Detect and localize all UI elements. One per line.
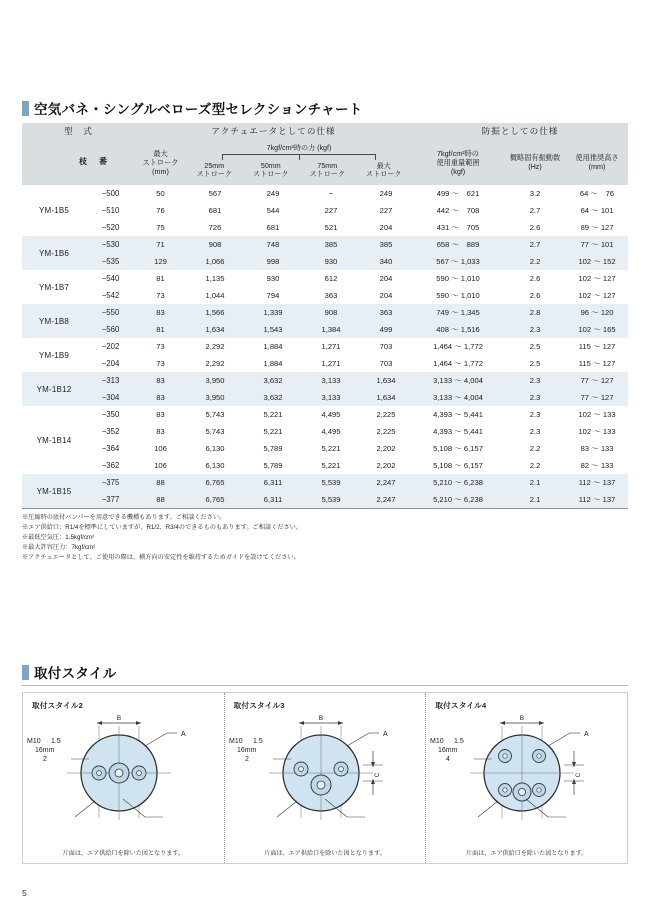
- header-weight-range-l2: 使用重量範囲: [436, 157, 480, 167]
- header-height: [566, 139, 628, 185]
- cell-frequency: 2.3: [504, 321, 566, 338]
- cell-force-25: 6,765: [186, 474, 244, 491]
- header-model-group: 型 式: [22, 123, 135, 139]
- cell-force-max: 249: [360, 185, 412, 202]
- cell-force-75: 385: [302, 236, 360, 253]
- mounting-style-caption: 片面は、エア供給口を除いた図となります。: [264, 850, 386, 857]
- cell-force-max: 1,634: [360, 389, 412, 406]
- mount-section-title: 取付スタイル: [34, 666, 117, 681]
- cell-height: 77 ～ 127: [566, 389, 628, 406]
- svg-text:1.5: 1.5: [51, 738, 61, 745]
- cell-force-75: 5,539: [302, 474, 360, 491]
- cell-model: YM-1B7: [22, 270, 86, 304]
- cell-force-50: 1,543: [244, 321, 302, 338]
- cell-max-stroke: 106: [135, 457, 186, 474]
- cell-height: 112 ～ 137: [566, 474, 628, 491]
- header-frequency-l2: (Hz): [528, 162, 542, 171]
- cell-force-max: 227: [360, 202, 412, 219]
- cell-branch: −530: [86, 236, 135, 253]
- cell-branch: −352: [86, 423, 135, 440]
- cell-frequency: 2.5: [504, 355, 566, 372]
- table-row: [22, 253, 628, 270]
- header-max-stroke-l1: 最大: [153, 148, 168, 158]
- cell-branch: −550: [86, 304, 135, 321]
- cell-force-75: 5,221: [302, 440, 360, 457]
- cell-force-25: 6,130: [186, 457, 244, 474]
- cell-force-50: 3,632: [244, 389, 302, 406]
- header-weight-range: [412, 139, 504, 185]
- cell-weight-range: 5,108 ～ 6,157: [412, 457, 504, 474]
- cell-branch: −560: [86, 321, 135, 338]
- cell-force-50: 6,311: [244, 491, 302, 508]
- cell-max-stroke: 83: [135, 372, 186, 389]
- cell-force-25: 1,566: [186, 304, 244, 321]
- cell-force-max: 2,202: [360, 457, 412, 474]
- cell-force-75: 521: [302, 219, 360, 236]
- cell-force-75: 908: [302, 304, 360, 321]
- table-row: [22, 287, 628, 304]
- mounting-style-row: [22, 692, 628, 864]
- cell-frequency: 2.2: [504, 253, 566, 270]
- cell-force-75: 5,539: [302, 491, 360, 508]
- mounting-diagram: [23, 707, 223, 847]
- cell-branch: −350: [86, 406, 135, 423]
- svg-text:A: A: [181, 731, 186, 738]
- header-height-l1: 使用推奨高さ: [575, 153, 619, 162]
- cell-force-50: 5,221: [244, 406, 302, 423]
- cell-force-25: 5,743: [186, 406, 244, 423]
- cell-weight-range: 3,133 ～ 4,004: [412, 372, 504, 389]
- cell-model: YM-1B8: [22, 304, 86, 338]
- header-frequency: [504, 139, 566, 185]
- cell-branch: −510: [86, 202, 135, 219]
- cell-max-stroke: 73: [135, 355, 186, 372]
- mount-section-heading: [22, 662, 628, 682]
- cell-branch: −304: [86, 389, 135, 406]
- footnote-item: ※エア供給口：R1/4を標準にしていますが、R1/2、R3/4のできるものもあります。ご相談ください。: [22, 524, 303, 532]
- cell-max-stroke: 83: [135, 389, 186, 406]
- header-force-max: [356, 162, 413, 179]
- cell-force-25: 6,765: [186, 491, 244, 508]
- cell-force-75: 363: [302, 287, 360, 304]
- cell-force-max: 204: [360, 219, 412, 236]
- cell-branch: −500: [86, 185, 135, 202]
- header-force-75-l1: 75mm: [317, 161, 338, 170]
- cell-weight-range: 590 ～ 1,010: [412, 270, 504, 287]
- cell-force-50: 794: [244, 287, 302, 304]
- cell-max-stroke: 50: [135, 185, 186, 202]
- footnote-item: ※最大許容圧力：7kgf/cm²: [22, 544, 96, 552]
- header-force-title: 7kgf/cm²時の力 (kgf): [266, 144, 332, 152]
- cell-height: 89 ～ 127: [566, 219, 628, 236]
- svg-text:B: B: [520, 715, 525, 722]
- mounting-style-caption: 片面は、エア供給口を除いた図となります。: [62, 850, 185, 857]
- footnote-item: ※アクチュエータとして、ご使用の際は、横方向の安定性を維持するためガイドを設けてください。: [22, 554, 300, 562]
- accent-bar-icon: [22, 665, 29, 680]
- cell-branch: −540: [86, 270, 135, 287]
- cell-force-25: 567: [186, 185, 244, 202]
- mounting-diagram: [225, 707, 425, 847]
- header-force-group: [186, 139, 412, 185]
- cell-weight-range: 5,108 ～ 6,157: [412, 440, 504, 457]
- cell-force-max: 2,225: [360, 423, 412, 440]
- cell-weight-range: 499 ～ 621: [412, 185, 504, 202]
- cell-weight-range: 749 ～ 1,345: [412, 304, 504, 321]
- svg-text:C: C: [575, 772, 583, 778]
- footnote-item: ※最低空気圧：1.5kgf/cm²: [22, 534, 95, 542]
- cell-frequency: 2.3: [504, 372, 566, 389]
- header-force-75-l2: ストローク: [309, 170, 345, 179]
- cell-weight-range: 4,393 ～ 5,441: [412, 406, 504, 423]
- cell-max-stroke: 81: [135, 321, 186, 338]
- cell-force-75: 227: [302, 202, 360, 219]
- cell-height: 64 ～ 76: [566, 185, 628, 202]
- cell-force-max: 204: [360, 287, 412, 304]
- svg-text:M10: M10: [27, 738, 41, 745]
- table-row: [22, 219, 628, 236]
- svg-text:B: B: [318, 715, 323, 722]
- cell-weight-range: 590 ～ 1,010: [412, 287, 504, 304]
- table-body: [22, 185, 628, 508]
- table-row: [22, 474, 628, 491]
- table-sub-header-row: [22, 139, 628, 185]
- cell-model: YM-1B12: [22, 372, 86, 406]
- cell-force-max: 1,634: [360, 372, 412, 389]
- cell-height: 102 ～ 165: [566, 321, 628, 338]
- cell-model: YM-1B14: [22, 406, 86, 474]
- cell-force-max: 499: [360, 321, 412, 338]
- cell-force-max: 204: [360, 270, 412, 287]
- cell-weight-range: 1,464 ～ 1,772: [412, 338, 504, 355]
- cell-force-25: 3,950: [186, 372, 244, 389]
- footnote-list: [22, 513, 628, 563]
- cell-branch: −313: [86, 372, 135, 389]
- svg-text:16mm: 16mm: [438, 747, 458, 754]
- cell-force-75: 4,495: [302, 423, 360, 440]
- cell-force-50: 1,884: [244, 355, 302, 372]
- svg-text:M10: M10: [228, 738, 243, 745]
- cell-max-stroke: 88: [135, 474, 186, 491]
- cell-frequency: 2.6: [504, 287, 566, 304]
- cell-model: YM-1B5: [22, 185, 86, 236]
- table-row: [22, 321, 628, 338]
- cell-force-max: 703: [360, 338, 412, 355]
- cell-weight-range: 408 ～ 1,516: [412, 321, 504, 338]
- svg-text:1.5: 1.5: [252, 738, 263, 745]
- cell-height: 102 ～ 133: [566, 423, 628, 440]
- cell-force-25: 1,044: [186, 287, 244, 304]
- cell-force-50: 249: [244, 185, 302, 202]
- svg-text:A: A: [382, 731, 388, 738]
- cell-model: YM-1B9: [22, 338, 86, 372]
- cell-height: 96 ～ 120: [566, 304, 628, 321]
- svg-text:16mm: 16mm: [236, 747, 257, 754]
- cell-force-50: 5,789: [244, 457, 302, 474]
- header-branch: 枝 番: [22, 139, 135, 185]
- cell-force-75: 1,271: [302, 355, 360, 372]
- svg-text:4: 4: [446, 756, 451, 763]
- cell-weight-range: 431 ～ 705: [412, 219, 504, 236]
- table-row: [22, 440, 628, 457]
- cell-frequency: 2.1: [504, 474, 566, 491]
- cell-model: YM-1B15: [22, 474, 86, 508]
- cell-max-stroke: 81: [135, 270, 186, 287]
- table-row: [22, 202, 628, 219]
- mounting-style-cell: [426, 693, 627, 863]
- page-number: 5: [22, 888, 27, 898]
- cell-force-25: 908: [186, 236, 244, 253]
- mounting-style-cell: [23, 693, 225, 863]
- table-group-header-row: [22, 123, 628, 139]
- cell-force-75: 930: [302, 253, 360, 270]
- cell-force-25: 726: [186, 219, 244, 236]
- cell-weight-range: 567 ～ 1,033: [412, 253, 504, 270]
- cell-force-50: 681: [244, 219, 302, 236]
- cell-weight-range: 658 ～ 889: [412, 236, 504, 253]
- cell-force-50: 6,311: [244, 474, 302, 491]
- cell-force-max: 363: [360, 304, 412, 321]
- chart-section-heading: [22, 98, 628, 118]
- cell-branch: −520: [86, 219, 135, 236]
- cell-height: 115 ～ 127: [566, 338, 628, 355]
- cell-frequency: 2.2: [504, 457, 566, 474]
- cell-height: 77 ～ 101: [566, 236, 628, 253]
- spec-table: [22, 123, 628, 508]
- table-row: [22, 338, 628, 355]
- cell-force-max: 2,247: [360, 491, 412, 508]
- cell-force-75: −: [302, 185, 360, 202]
- cell-max-stroke: 129: [135, 253, 186, 270]
- cell-frequency: 2.3: [504, 423, 566, 440]
- header-height-l2: (mm): [588, 162, 606, 171]
- cell-frequency: 2.7: [504, 236, 566, 253]
- cell-max-stroke: 75: [135, 219, 186, 236]
- table-bottom-rule: [22, 508, 628, 509]
- mounting-style-caption: 片面は、エア供給口を除いた図となります。: [465, 850, 588, 857]
- table-row: [22, 304, 628, 321]
- svg-text:A: A: [584, 731, 590, 738]
- cell-frequency: 2.7: [504, 202, 566, 219]
- cell-force-75: 5,221: [302, 457, 360, 474]
- cell-force-50: 1,339: [244, 304, 302, 321]
- table-row: [22, 491, 628, 508]
- cell-frequency: 2.6: [504, 270, 566, 287]
- cell-force-50: 748: [244, 236, 302, 253]
- cell-height: 115 ～ 127: [566, 355, 628, 372]
- header-force-25: [186, 162, 243, 179]
- table-row: [22, 185, 628, 202]
- table-head: [22, 123, 628, 185]
- cell-force-50: 544: [244, 202, 302, 219]
- cell-branch: −377: [86, 491, 135, 508]
- cell-force-25: 6,130: [186, 440, 244, 457]
- cell-branch: −535: [86, 253, 135, 270]
- cell-force-max: 2,225: [360, 406, 412, 423]
- cell-height: 83 ～ 133: [566, 440, 628, 457]
- header-weight-range-l3: (kgf): [450, 166, 466, 176]
- header-force-max-l1: 最大: [376, 161, 391, 170]
- cell-force-50: 1,884: [244, 338, 302, 355]
- cell-force-75: 612: [302, 270, 360, 287]
- cell-max-stroke: 88: [135, 491, 186, 508]
- cell-branch: −542: [86, 287, 135, 304]
- mounting-diagram: [426, 707, 626, 847]
- cell-max-stroke: 83: [135, 406, 186, 423]
- svg-text:B: B: [116, 715, 122, 722]
- table-row: [22, 270, 628, 287]
- cell-frequency: 2.3: [504, 389, 566, 406]
- cell-height: 102 ～ 127: [566, 270, 628, 287]
- cell-frequency: 2.8: [504, 304, 566, 321]
- cell-frequency: 2.6: [504, 219, 566, 236]
- cell-height: 82 ～ 133: [566, 457, 628, 474]
- cell-force-25: 1,634: [186, 321, 244, 338]
- table-row: [22, 423, 628, 440]
- cell-force-50: 930: [244, 270, 302, 287]
- svg-text:1.5: 1.5: [454, 738, 465, 745]
- cell-force-25: 2,292: [186, 338, 244, 355]
- cell-force-25: 3,950: [186, 389, 244, 406]
- table-row: [22, 355, 628, 372]
- cell-branch: −364: [86, 440, 135, 457]
- cell-height: 102 ～ 152: [566, 253, 628, 270]
- cell-max-stroke: 106: [135, 440, 186, 457]
- svg-text:2: 2: [43, 756, 47, 763]
- selection-chart-section: [22, 98, 628, 563]
- table-row: [22, 236, 628, 253]
- cell-weight-range: 442 ～ 708: [412, 202, 504, 219]
- cell-max-stroke: 83: [135, 304, 186, 321]
- header-weight-range-l1: 7kgf/cm²時の: [437, 148, 479, 158]
- header-force-50-l1: 50mm: [260, 161, 281, 170]
- cell-frequency: 3.2: [504, 185, 566, 202]
- cell-max-stroke: 73: [135, 287, 186, 304]
- cell-height: 77 ～ 127: [566, 372, 628, 389]
- force-bracket-icon: [222, 154, 376, 161]
- cell-force-50: 5,221: [244, 423, 302, 440]
- mounting-style-title: 取付スタイル3: [233, 701, 285, 710]
- cell-height: 102 ～ 127: [566, 287, 628, 304]
- cell-force-25: 1,066: [186, 253, 244, 270]
- header-max-stroke-l3: (mm): [152, 166, 169, 176]
- cell-force-max: 703: [360, 355, 412, 372]
- header-max-stroke-l2: ストローク: [142, 157, 179, 167]
- table-row: [22, 389, 628, 406]
- cell-force-max: 2,247: [360, 474, 412, 491]
- header-frequency-l1: 概略固有振動数: [509, 153, 561, 162]
- cell-model: YM-1B6: [22, 236, 86, 270]
- cell-branch: −375: [86, 474, 135, 491]
- cell-force-75: 3,133: [302, 389, 360, 406]
- cell-force-25: 5,743: [186, 423, 244, 440]
- cell-frequency: 2.5: [504, 338, 566, 355]
- cell-weight-range: 5,210 ～ 6,238: [412, 474, 504, 491]
- cell-force-max: 2,202: [360, 440, 412, 457]
- cell-frequency: 2.3: [504, 406, 566, 423]
- cell-max-stroke: 83: [135, 423, 186, 440]
- cell-weight-range: 5,210 ～ 6,238: [412, 491, 504, 508]
- footnote-item: ※圧縮時の底付バンパーを用意できる機種もあります。ご相談ください。: [22, 514, 226, 521]
- cell-frequency: 2.1: [504, 491, 566, 508]
- svg-text:M10: M10: [430, 738, 444, 745]
- cell-force-max: 385: [360, 236, 412, 253]
- cell-force-max: 340: [360, 253, 412, 270]
- cell-branch: −204: [86, 355, 135, 372]
- header-force-75: [299, 162, 356, 179]
- cell-force-25: 2,292: [186, 355, 244, 372]
- header-force-50-l2: ストローク: [253, 170, 289, 179]
- mounting-style-title: 取付スタイル4: [435, 701, 487, 710]
- cell-force-50: 998: [244, 253, 302, 270]
- table-row: [22, 406, 628, 423]
- cell-branch: −202: [86, 338, 135, 355]
- cell-max-stroke: 76: [135, 202, 186, 219]
- svg-text:16mm: 16mm: [35, 747, 55, 754]
- cell-force-50: 3,632: [244, 372, 302, 389]
- mounting-style-cell: [225, 693, 427, 863]
- header-force-25-l1: 25mm: [204, 161, 225, 170]
- svg-text:C: C: [373, 772, 381, 778]
- cell-height: 102 ～ 133: [566, 406, 628, 423]
- cell-weight-range: 4,393 ～ 5,441: [412, 423, 504, 440]
- cell-force-75: 4,495: [302, 406, 360, 423]
- cell-frequency: 2.2: [504, 440, 566, 457]
- cell-force-50: 5,789: [244, 440, 302, 457]
- cell-height: 112 ～ 137: [566, 491, 628, 508]
- header-force-25-l2: ストローク: [196, 170, 232, 179]
- cell-weight-range: 3,133 ～ 4,004: [412, 389, 504, 406]
- header-force-max-l2: ストローク: [366, 170, 402, 179]
- svg-text:2: 2: [244, 756, 249, 763]
- mount-heading-rule: [22, 685, 628, 686]
- cell-force-25: 681: [186, 202, 244, 219]
- table-row: [22, 457, 628, 474]
- cell-height: 64 ～ 101: [566, 202, 628, 219]
- accent-bar-icon: [22, 101, 29, 116]
- cell-max-stroke: 71: [135, 236, 186, 253]
- chart-section-title: 空気バネ・シングルベローズ型セレクションチャート: [34, 102, 363, 117]
- cell-force-25: 1,135: [186, 270, 244, 287]
- mounting-style-title: 取付スタイル2: [32, 701, 84, 710]
- cell-weight-range: 1,464 ～ 1,772: [412, 355, 504, 372]
- cell-force-75: 3,133: [302, 372, 360, 389]
- cell-branch: −362: [86, 457, 135, 474]
- cell-force-75: 1,271: [302, 338, 360, 355]
- table-row: [22, 372, 628, 389]
- header-force-50: [243, 162, 300, 179]
- header-actuator-group: アクチュエータとしての仕様: [135, 123, 412, 139]
- cell-force-75: 1,384: [302, 321, 360, 338]
- cell-max-stroke: 73: [135, 338, 186, 355]
- header-isolator-group: 防振としての仕様: [412, 123, 628, 139]
- header-max-stroke: [135, 139, 186, 185]
- mounting-style-section: [22, 662, 628, 864]
